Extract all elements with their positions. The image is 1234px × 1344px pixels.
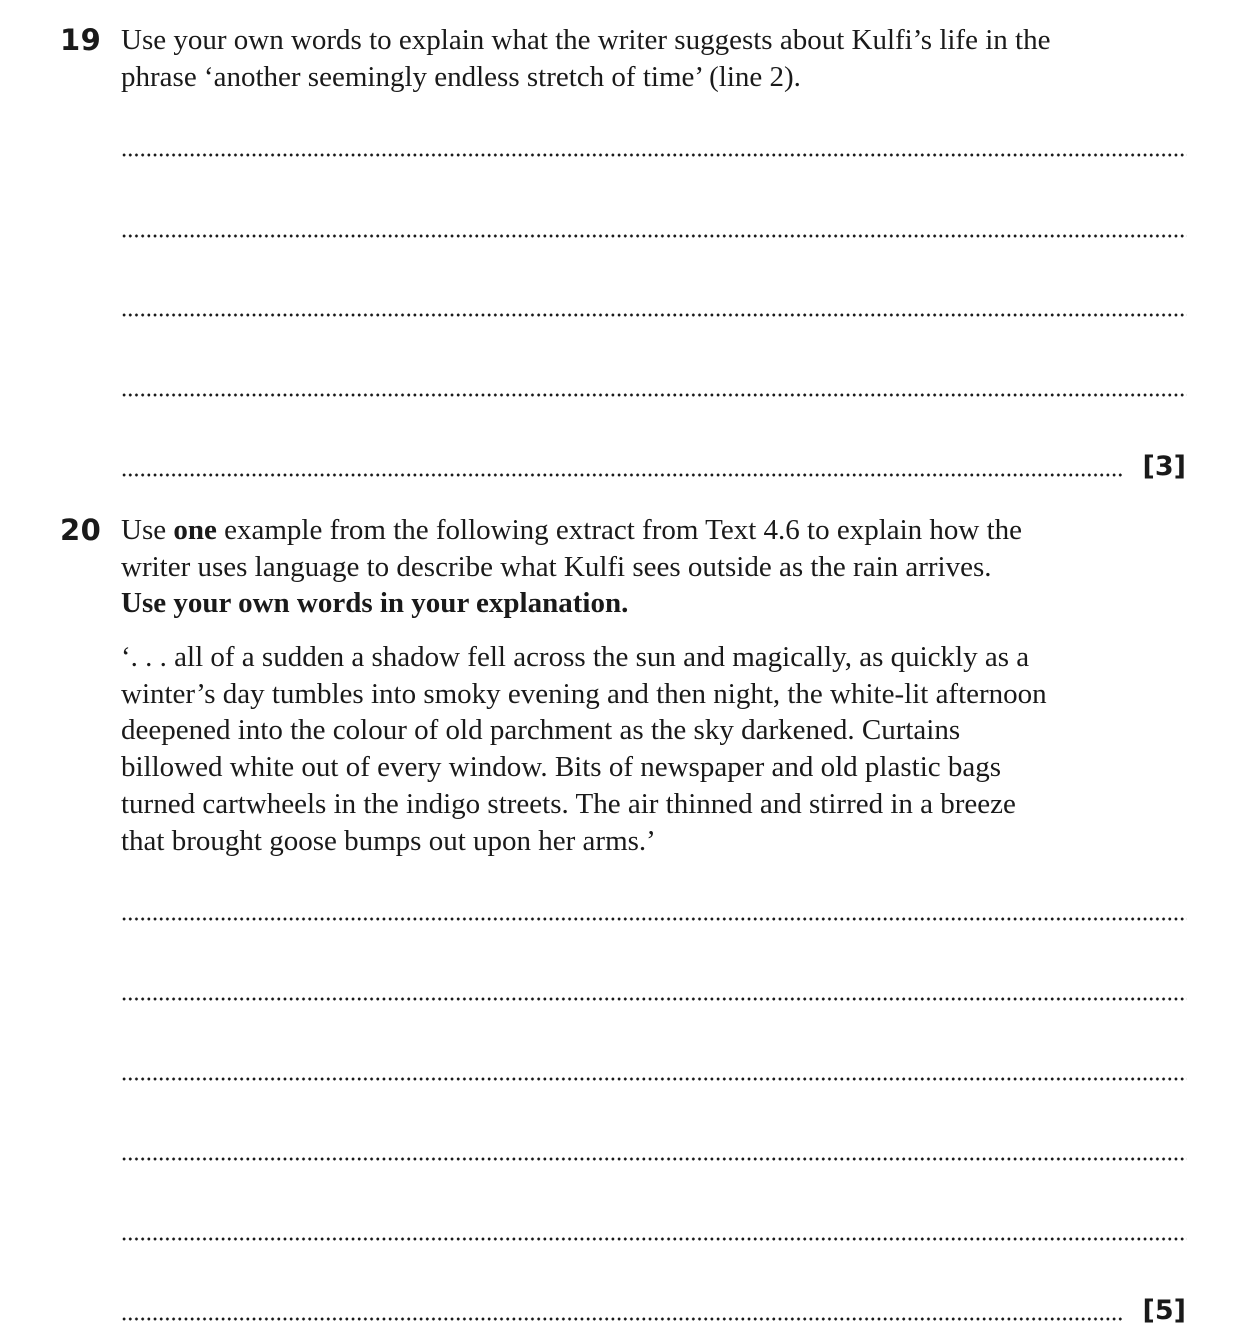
question-20-text-line-2: writer uses language to describe what Kulfi sees outside as the rain arrives. [121, 550, 992, 583]
question-19-text-line-1: Use your own words to explain what the writer suggests about Kulfi’s life in the [121, 24, 1051, 56]
question-20-emphasis-one: one [173, 514, 217, 546]
answer-line-19-1[interactable] [121, 153, 1187, 157]
answer-line-19-3[interactable] [121, 313, 1187, 317]
extract-line: that brought goose bumps out upon her arms.’ [121, 824, 656, 857]
answer-line-20-6[interactable] [121, 1317, 1122, 1321]
question-20-number: 20 [60, 513, 102, 547]
answer-line-19-2[interactable] [121, 234, 1187, 238]
question-20-line-1-end: example from the following extract from Text 4.6 to explain how the [216, 514, 1023, 546]
extract-line: deepened into the colour of old parchment as the sky darkened. Curtains [121, 714, 961, 747]
answer-line-20-5[interactable] [121, 1237, 1187, 1241]
question-20-text [121, 512, 1211, 622]
extract-line: winter’s day tumbles into smoky evening and then night, the white-lit afternoon [121, 677, 1047, 710]
answer-line-19-4[interactable] [121, 393, 1187, 397]
answer-line-19-5[interactable] [121, 473, 1122, 477]
extract-line: ‘. . . all of a sudden a shadow fell across the sun and magically, as quickly as a [121, 641, 1030, 673]
question-19-marks: [3] [1142, 451, 1186, 482]
answer-line-20-2[interactable] [121, 997, 1187, 1001]
answer-line-20-4[interactable] [121, 1157, 1187, 1161]
extract-line: turned cartwheels in the indigo streets. The air thinned and stirred in a breeze [121, 787, 1016, 820]
question-20-text-line-1 [121, 512, 1211, 549]
extract-line: billowed white out of every window. Bits of newspaper and old plastic bags [121, 751, 1002, 784]
question-19-number: 19 [60, 23, 102, 57]
question-20-line-1-start: Use [121, 514, 174, 546]
question-20-marks: [5] [1142, 1295, 1186, 1326]
answer-line-20-3[interactable] [121, 1077, 1187, 1081]
question-19-text-line-2: phrase ‘another seemingly endless stretch of time’ (line 2). [121, 60, 801, 93]
extract-quote [121, 639, 1211, 859]
question-20-instruction: Use your own words in your explanation. [121, 587, 629, 620]
question-19-text [121, 22, 1211, 95]
answer-line-20-1[interactable] [121, 917, 1187, 921]
